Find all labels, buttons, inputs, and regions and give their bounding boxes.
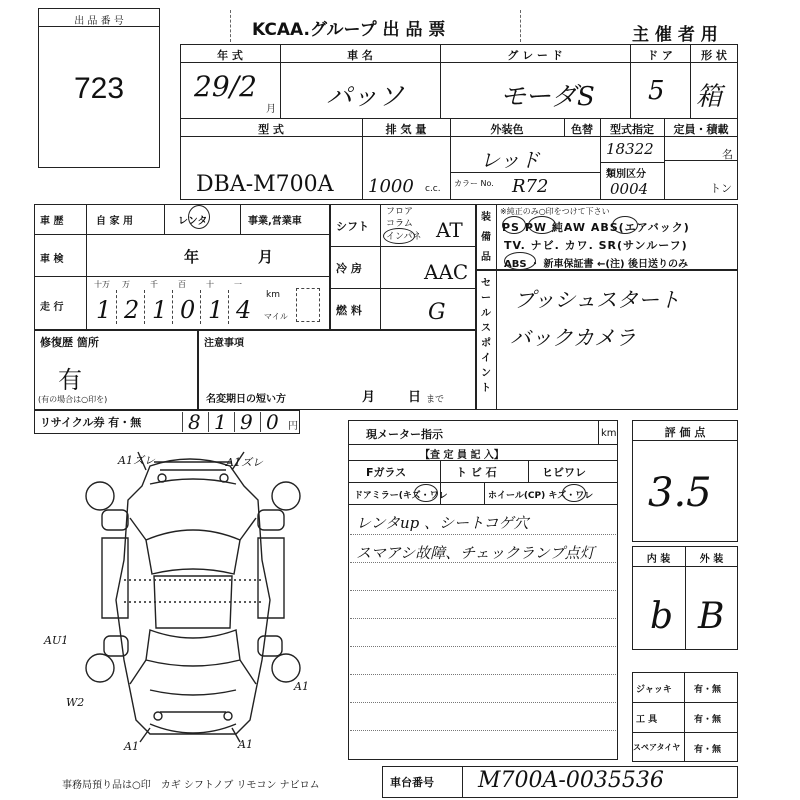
mileage-unit-label: 千 [150, 280, 158, 289]
deadline-label: 名変期日の短い方 [206, 394, 286, 405]
equipment-note: ※純正のみ○印をつけて下さい [500, 207, 610, 216]
history-business: 事業,営業車 [248, 216, 302, 227]
type-designation-value: 18322 [606, 140, 654, 158]
exterior-color-value: レッド [480, 148, 540, 172]
comment-rule-line [350, 730, 616, 731]
grade-label: グ レ ー ド [507, 49, 563, 62]
displacement-label: 排 気 量 [385, 123, 427, 136]
grade-value: モーダS [500, 82, 595, 112]
capacity-label: 定員・積載 [673, 123, 729, 136]
equipment-line-2: TV. ナビ. カワ. SR(サンルーフ) [504, 239, 688, 252]
comment-rule-line [350, 702, 616, 703]
mileage-digit: 1 [152, 296, 168, 324]
shift-value: AT [436, 218, 463, 242]
type-designation-label: 型式指定 [610, 123, 654, 136]
body-value: 箱 [696, 82, 723, 112]
exterior-color-label: 外装色 [490, 123, 524, 136]
repair-value: 有 [58, 366, 82, 394]
car-name-label: 車 名 [347, 49, 373, 62]
interior-label: 内 装 [646, 554, 671, 565]
inspection-comment-1: レンタup 、シートコゲ穴 [356, 514, 529, 532]
mileage-km-unit: km [266, 290, 280, 300]
year-month-unit: 月 [266, 104, 276, 115]
body-label: 形 状 [701, 49, 727, 62]
capacity-unit-tons: トン [710, 182, 732, 195]
mileage-digit: 2 [124, 296, 140, 324]
interior-score: b [650, 596, 674, 637]
color-no-label: カラー No. [454, 179, 494, 188]
equipment-line-1: PS PW 純AW ABS(エアバック) [502, 221, 690, 234]
organizer-label: 主 催 者 用 [632, 25, 718, 45]
mileage-digit: 1 [96, 296, 112, 324]
mileage-digit: 4 [236, 296, 252, 324]
spare-tire-option: 有・無 [694, 745, 722, 755]
damage-mark-au1: AU1 [44, 634, 69, 647]
mileage-digit: 1 [208, 296, 224, 324]
mileage-unit-label: 十 [206, 280, 214, 289]
comment-rule-line [350, 590, 616, 591]
mirror-kizu-circle [414, 484, 438, 502]
mileage-unit-label: 万 [122, 280, 130, 289]
history-rental: レンタ [178, 216, 208, 227]
recycle-digit: 0 [266, 410, 279, 434]
deadline-until: まで [426, 395, 445, 405]
jack-option: 有・無 [694, 685, 722, 695]
damage-mark-a1-bottom-left: A1 [124, 740, 139, 753]
sales-point-side-label: セールスポイント [481, 278, 491, 394]
deadline-month: 月 [362, 390, 376, 405]
model-label: 型 式 [258, 123, 284, 136]
mirror-label: ドアミラー(キズ・ワレ [354, 491, 448, 501]
repair-note: (有の場合は○印を) [38, 395, 108, 404]
comment-rule-line [350, 646, 616, 647]
fuel-value: G [428, 300, 446, 325]
office-note: 事務局預り品は○印 カギ シフトノブ リモコン ナビロム [62, 780, 320, 791]
mileage-digit: 0 [180, 296, 196, 324]
color-change-label: 色替 [571, 123, 593, 136]
fuel-label: 燃 料 [336, 304, 362, 317]
classification-value: 0004 [610, 180, 649, 198]
year-value: 29/2 [194, 70, 257, 103]
sales-point-line-2: バックカメラ [510, 326, 636, 350]
equipment-line-3: ABS ・ 新車保証書 ←(注) 後日送りのみ [504, 259, 689, 270]
capacity-unit-persons: 名 [722, 148, 733, 161]
form-title: KCAA.グループ 出 品 票 [252, 20, 446, 40]
chassis-label: 車台番号 [390, 776, 434, 789]
chassis-value: M700A-0035536 [478, 768, 664, 793]
car-name-value: パッソ [326, 82, 405, 112]
inspection-header: 【査 定 員 記 入】 [420, 450, 504, 461]
comment-rule-line [350, 618, 616, 619]
crack-label: ヒビワレ [542, 466, 586, 479]
score-label: 評 価 点 [664, 426, 706, 439]
mileage-unit-label: 十万 [94, 280, 110, 289]
displacement-value: 1000 [368, 176, 414, 197]
meter-unit: km [601, 428, 617, 439]
mileage-label: 走 行 [40, 302, 64, 313]
inspection-comment-2: スマアシ故障、チェックランプ点灯 [356, 544, 595, 562]
overall-score: 3.5 [648, 470, 712, 516]
lot-number-value: 723 [73, 72, 125, 105]
spare-tire-label: スペアタイヤ [633, 743, 681, 752]
history-private: 自 家 用 [96, 216, 133, 227]
lot-number-label: 出 品 番 号 [74, 16, 124, 27]
inspection-label: 車 検 [40, 254, 64, 265]
tools-option: 有・無 [694, 715, 722, 725]
tools-label: 工 具 [636, 715, 658, 725]
glass-label: Fガラス [366, 466, 407, 479]
displacement-unit: c.c. [425, 184, 441, 194]
color-no-value: R72 [512, 176, 549, 197]
repair-label: 修復歴 箇所 [40, 336, 99, 349]
recycle-digit: 1 [214, 410, 227, 434]
damage-mark-a1-right: A1 [294, 680, 309, 693]
mileage-unit-label: 一 [234, 280, 242, 289]
sales-point-line-1: プッシュスタート [514, 288, 681, 312]
exterior-label: 外 装 [699, 554, 724, 565]
year-label: 年 式 [217, 49, 243, 62]
model-value: DBA-M700A [196, 172, 334, 197]
shift-label: シフト [336, 220, 369, 233]
comment-rule-line [350, 674, 616, 675]
deadline-day: 日 [408, 390, 422, 405]
mileage-unit-label: 百 [178, 280, 186, 289]
recycle-digit: 9 [240, 410, 253, 434]
equipment-side-label: 装備品 [481, 212, 491, 263]
classification-label: 類別区分 [606, 169, 646, 180]
history-label: 車 歴 [40, 216, 64, 227]
ac-label: 冷 房 [336, 262, 362, 275]
wheel-kizu-circle [562, 484, 586, 502]
damage-mark-a1-zure-left: A1ズレ [118, 454, 155, 467]
damage-mark-a1-bottom-right: A1 [238, 738, 253, 751]
damage-mark-a1-zure-right: A1ズレ [226, 456, 263, 469]
stone-chip-label: ト ビ 石 [456, 466, 497, 479]
exterior-score: B [698, 596, 725, 637]
mileage-mile-unit: マイル [264, 312, 288, 321]
ac-value: AAC [424, 260, 469, 284]
comment-rule-line [350, 534, 616, 535]
shift-option-floor: フロア [386, 207, 414, 217]
recycle-label: リサイクル券 有・無 [40, 416, 142, 429]
doors-value: 5 [648, 76, 665, 106]
shift-option-panel: インパネ [386, 232, 422, 242]
inspection-year: 年 [184, 248, 200, 266]
shift-option-column: コラム [386, 219, 413, 229]
recycle-unit: 円 [288, 421, 298, 432]
jack-label: ジャッキ [636, 685, 672, 695]
doors-label: ド ア [647, 49, 673, 62]
recycle-digit: 8 [188, 410, 201, 434]
meter-label: 現メーター指示 [366, 428, 443, 441]
wheel-label: ホイール(CP) キズ・ワレ [488, 491, 594, 501]
inspection-month: 月 [258, 248, 274, 266]
notes-label: 注意事項 [204, 338, 244, 349]
comment-rule-line [350, 562, 616, 563]
damage-mark-w2: W2 [66, 696, 85, 709]
